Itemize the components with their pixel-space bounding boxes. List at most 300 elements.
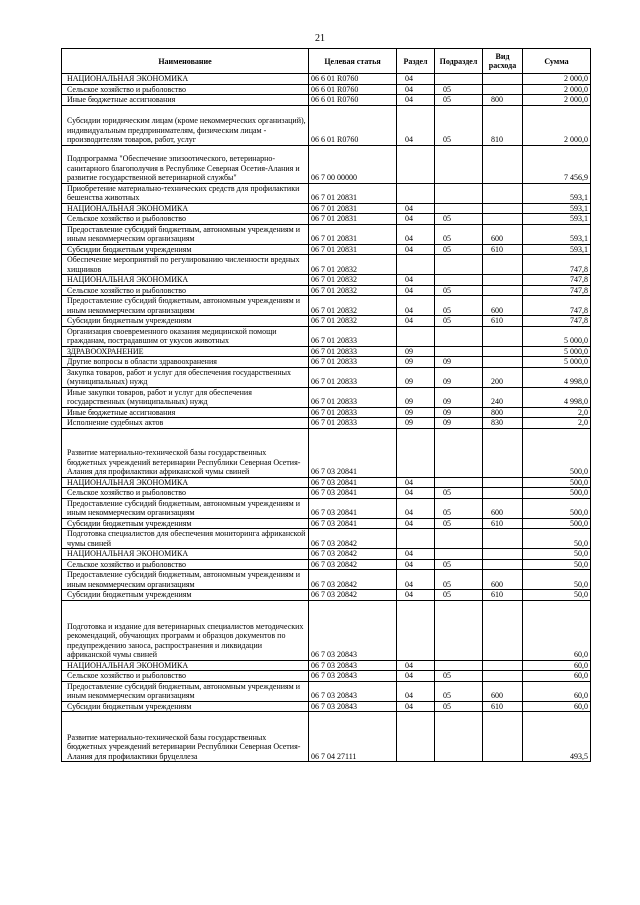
row-name: Субсидии бюджетным учреждениям (67, 316, 192, 326)
row-subsection-cell (435, 428, 483, 477)
row-name: Иные бюджетные ассигнования (67, 407, 176, 417)
row-name-cell (62, 549, 309, 560)
row-expense-type-cell (483, 74, 523, 85)
row-subsection: 09 (443, 418, 451, 428)
row-sum: 2 000,0 (564, 95, 588, 105)
row-target-code-cell (309, 74, 397, 85)
row-section-cell (397, 214, 435, 225)
table-row (62, 559, 591, 570)
row-target-code: 06 7 03 20842 (311, 538, 357, 548)
row-sum-cell (523, 590, 591, 601)
row-expense-type: 830 (491, 418, 503, 428)
row-subsection-cell (435, 488, 483, 499)
row-section-cell (397, 145, 435, 183)
row-name: Иные бюджетные ассигнования (67, 95, 176, 105)
row-target-code: 06 7 03 20843 (311, 650, 357, 660)
row-subsection-cell (435, 203, 483, 214)
row-name: Иные закупки товаров, работ и услуг для обеспечения государственных (муниципальных) нужд (67, 387, 252, 407)
row-section: 04 (405, 508, 413, 518)
row-section-cell (397, 518, 435, 529)
table-row (62, 418, 591, 429)
row-target-code: 06 7 03 20843 (311, 691, 357, 701)
row-sum: 2 000,0 (564, 135, 588, 145)
row-subsection: 05 (443, 590, 451, 600)
row-name: НАЦИОНАЛЬНАЯ ЭКОНОМИКА (67, 549, 189, 559)
row-name: Подпрограмма "Обеспечение эпизоотического, ветеринарно-санитарного благополучия в Республике Северная Осетия-Алания и развитие государственной ветеринарной службы" (67, 154, 300, 183)
row-section: 04 (405, 579, 413, 589)
row-section-cell (397, 95, 435, 106)
row-name: Предоставление субсидий бюджетным, автономным учреждениям и иным некоммерческим организациям (67, 681, 301, 701)
row-target-code: 06 7 01 20831 (311, 234, 357, 244)
row-expense-type-cell (483, 570, 523, 590)
row-target-code: 06 7 01 20832 (311, 264, 357, 274)
table-row (62, 316, 591, 327)
row-name: Сельское хозяйство и рыболовство (67, 559, 187, 569)
row-target-code-cell (309, 477, 397, 488)
row-sum: 50,0 (574, 579, 588, 589)
page-number: 21 (315, 33, 325, 44)
row-target-code-cell (309, 518, 397, 529)
row-subsection: 05 (443, 518, 451, 528)
row-name-cell (62, 498, 309, 518)
table-row (62, 387, 591, 407)
row-name: НАЦИОНАЛЬНАЯ ЭКОНОМИКА (67, 660, 189, 670)
row-sum-cell (523, 275, 591, 286)
row-sum: 747,8 (570, 316, 588, 326)
row-subsection-cell (435, 346, 483, 357)
row-target-code-cell (309, 671, 397, 682)
row-subsection-cell (435, 224, 483, 244)
row-expense-type: 800 (491, 407, 503, 417)
row-target-code-cell (309, 549, 397, 560)
row-target-code-cell (309, 367, 397, 387)
table-row (62, 95, 591, 106)
row-section: 04 (405, 477, 413, 487)
row-target-code: 06 7 01 20833 (311, 346, 357, 356)
row-subsection-cell (435, 701, 483, 712)
row-subsection-cell (435, 275, 483, 286)
row-sum: 500,0 (570, 518, 588, 528)
row-section-cell (397, 367, 435, 387)
row-section-cell (397, 559, 435, 570)
row-section: 04 (405, 214, 413, 224)
row-section-cell (397, 285, 435, 296)
row-name-cell (62, 712, 309, 762)
row-subsection-cell (435, 570, 483, 590)
header-subsection: Подраздел (435, 49, 483, 74)
row-section: 09 (405, 397, 413, 407)
row-subsection: 05 (443, 488, 451, 498)
header-sum: Сумма (523, 49, 591, 74)
table-row (62, 367, 591, 387)
row-sum-cell (523, 518, 591, 529)
row-sum-cell (523, 418, 591, 429)
row-subsection-cell (435, 477, 483, 488)
row-sum-cell (523, 84, 591, 95)
row-sum: 593,1 (570, 203, 588, 213)
row-target-code-cell (309, 275, 397, 286)
row-target-code: 06 7 03 20841 (311, 518, 357, 528)
row-name: Организация своевременного оказания медицинской помощи гражданам, пострадавшим от укусов животных (67, 326, 277, 346)
row-section-cell (397, 488, 435, 499)
row-section: 04 (405, 234, 413, 244)
table-row (62, 326, 591, 346)
row-subsection: 05 (443, 508, 451, 518)
table-row (62, 590, 591, 601)
row-target-code: 06 7 01 20832 (311, 275, 357, 285)
row-expense-type: 600 (491, 508, 503, 518)
row-target-code: 06 7 03 20841 (311, 488, 357, 498)
row-target-code: 06 6 01 R0760 (311, 135, 359, 145)
row-subsection-cell (435, 418, 483, 429)
row-section-cell (397, 418, 435, 429)
row-name-cell (62, 357, 309, 368)
row-target-code-cell (309, 590, 397, 601)
row-sum: 60,0 (574, 660, 588, 670)
row-subsection: 05 (443, 671, 451, 681)
row-subsection-cell (435, 285, 483, 296)
row-sum: 747,8 (570, 275, 588, 285)
row-sum: 50,0 (574, 549, 588, 559)
row-sum-cell (523, 357, 591, 368)
table-row (62, 84, 591, 95)
row-expense-type-cell (483, 418, 523, 429)
row-target-code-cell (309, 529, 397, 549)
row-name: Сельское хозяйство и рыболовство (67, 488, 187, 498)
row-target-code: 06 7 03 20841 (311, 508, 357, 518)
row-expense-type-cell (483, 357, 523, 368)
row-target-code-cell (309, 570, 397, 590)
row-expense-type-cell (483, 387, 523, 407)
row-section: 04 (405, 559, 413, 569)
row-section-cell (397, 74, 435, 85)
table-row (62, 498, 591, 518)
row-name-cell (62, 407, 309, 418)
row-target-code-cell (309, 681, 397, 701)
table-header-row (62, 49, 591, 74)
row-section-cell (397, 357, 435, 368)
row-expense-type-cell (483, 671, 523, 682)
row-expense-type-cell (483, 681, 523, 701)
row-name: Предоставление субсидий бюджетным, автономным учреждениям и иным некоммерческим организациям (67, 498, 301, 518)
row-target-code: 06 7 03 20843 (311, 671, 357, 681)
row-section: 09 (405, 357, 413, 367)
row-target-code-cell (309, 660, 397, 671)
row-subsection-cell (435, 681, 483, 701)
row-target-code: 06 7 03 20841 (311, 477, 357, 487)
row-name: Субсидии бюджетным учреждениям (67, 244, 192, 254)
row-section-cell (397, 296, 435, 316)
row-section: 04 (405, 95, 413, 105)
row-subsection-cell (435, 671, 483, 682)
row-expense-type-cell (483, 244, 523, 255)
row-name: Другие вопросы в области здравоохранения (67, 357, 217, 367)
row-section-cell (397, 498, 435, 518)
row-target-code-cell (309, 326, 397, 346)
row-expense-type: 810 (491, 135, 503, 145)
row-expense-type-cell (483, 529, 523, 549)
row-expense-type: 600 (491, 234, 503, 244)
row-name: Развитие материально-технической базы государственных бюджетных учреждений ветеринарии Республики Северная Осетия-Алания для профилактики африканской чумы свиней (67, 448, 301, 477)
row-sum-cell (523, 296, 591, 316)
row-sum: 500,0 (570, 477, 588, 487)
row-sum: 500,0 (570, 508, 588, 518)
row-expense-type-cell (483, 600, 523, 660)
table-row (62, 357, 591, 368)
row-section-cell (397, 346, 435, 357)
row-section-cell (397, 387, 435, 407)
row-section: 04 (405, 285, 413, 295)
row-section-cell (397, 105, 435, 145)
row-subsection: 05 (443, 579, 451, 589)
row-name: Сельское хозяйство и рыболовство (67, 671, 187, 681)
row-expense-type-cell (483, 712, 523, 762)
row-subsection: 05 (443, 135, 451, 145)
table-row (62, 488, 591, 499)
row-sum: 60,0 (574, 671, 588, 681)
row-target-code: 06 7 01 20831 (311, 214, 357, 224)
row-subsection: 05 (443, 84, 451, 94)
row-subsection: 05 (443, 559, 451, 569)
row-expense-type-cell (483, 203, 523, 214)
row-target-code: 06 7 01 20833 (311, 407, 357, 417)
row-sum-cell (523, 326, 591, 346)
row-target-code: 06 7 01 20831 (311, 244, 357, 254)
row-target-code-cell (309, 224, 397, 244)
row-target-code-cell (309, 418, 397, 429)
row-name: ЗДРАВООХРАНЕНИЕ (67, 346, 144, 356)
row-section-cell (397, 570, 435, 590)
row-name: НАЦИОНАЛЬНАЯ ЭКОНОМИКА (67, 477, 189, 487)
row-sum-cell (523, 407, 591, 418)
row-name-cell (62, 559, 309, 570)
row-target-code: 06 7 03 20843 (311, 660, 357, 670)
table-row (62, 407, 591, 418)
row-sum-cell (523, 95, 591, 106)
row-name: Предоставление субсидий бюджетным, автономным учреждениям и иным некоммерческим организациям (67, 570, 301, 589)
row-expense-type-cell (483, 428, 523, 477)
table-row (62, 428, 591, 477)
row-sum: 747,8 (570, 305, 588, 315)
row-expense-type-cell (483, 255, 523, 275)
row-expense-type-cell (483, 285, 523, 296)
row-name: Предоставление субсидий бюджетным, автономным учреждениям и иным некоммерческим организациям (67, 296, 301, 315)
table-row (62, 570, 591, 590)
row-target-code-cell (309, 145, 397, 183)
row-subsection: 09 (443, 377, 451, 387)
row-sum: 500,0 (570, 488, 588, 498)
table-row (62, 145, 591, 183)
row-name: НАЦИОНАЛЬНАЯ ЭКОНОМИКА (67, 275, 189, 285)
row-name-cell (62, 529, 309, 549)
row-sum-cell (523, 74, 591, 85)
row-name-cell (62, 105, 309, 145)
row-target-code-cell (309, 214, 397, 225)
row-subsection-cell (435, 105, 483, 145)
table-row (62, 285, 591, 296)
table-row (62, 214, 591, 225)
row-sum-cell (523, 488, 591, 499)
row-name: Субсидии бюджетным учреждениям (67, 518, 192, 528)
row-name-cell (62, 296, 309, 316)
row-expense-type-cell (483, 224, 523, 244)
row-expense-type: 240 (491, 397, 503, 407)
row-subsection-cell (435, 296, 483, 316)
row-target-code: 06 6 01 R0760 (311, 74, 359, 84)
row-subsection-cell (435, 84, 483, 95)
row-target-code: 06 7 03 20842 (311, 559, 357, 569)
row-subsection-cell (435, 712, 483, 762)
row-section-cell (397, 660, 435, 671)
row-expense-type-cell (483, 275, 523, 286)
row-target-code: 06 7 04 27111 (311, 751, 357, 761)
row-sum: 60,0 (574, 691, 588, 701)
row-target-code-cell (309, 498, 397, 518)
row-sum: 5 000,0 (564, 346, 588, 356)
row-target-code-cell (309, 407, 397, 418)
row-target-code: 06 7 03 20842 (311, 549, 357, 559)
header-expense-type: Вид расхода (483, 49, 523, 74)
row-section-cell (397, 316, 435, 327)
row-target-code-cell (309, 712, 397, 762)
row-sum: 7 456,9 (564, 173, 588, 183)
row-target-code: 06 6 01 R0760 (311, 95, 359, 105)
row-sum: 2 000,0 (564, 74, 588, 84)
row-target-code: 06 7 01 20832 (311, 305, 357, 315)
row-sum-cell (523, 660, 591, 671)
row-subsection: 05 (443, 285, 451, 295)
row-name: Подготовка специалистов для обеспечения мониторинга африканской чумы свиней (67, 529, 306, 548)
row-section-cell (397, 326, 435, 346)
row-subsection-cell (435, 255, 483, 275)
row-sum: 5 000,0 (564, 336, 588, 346)
row-target-code: 06 7 01 20833 (311, 357, 357, 367)
row-subsection: 09 (443, 407, 451, 417)
table-row (62, 671, 591, 682)
row-expense-type-cell (483, 367, 523, 387)
table-row (62, 477, 591, 488)
row-section-cell (397, 681, 435, 701)
table-row (62, 255, 591, 275)
row-name-cell (62, 285, 309, 296)
row-name: Обеспечение мероприятий по регулированию численности вредных хищников (67, 255, 300, 274)
row-section-cell (397, 712, 435, 762)
row-target-code-cell (309, 387, 397, 407)
row-name-cell (62, 600, 309, 660)
row-subsection-cell (435, 518, 483, 529)
row-section: 04 (405, 316, 413, 326)
table-row (62, 203, 591, 214)
row-section: 04 (405, 671, 413, 681)
row-expense-type: 610 (491, 244, 503, 254)
row-expense-type-cell (483, 316, 523, 327)
row-sum: 50,0 (574, 559, 588, 569)
row-section: 04 (405, 244, 413, 254)
row-target-code-cell (309, 95, 397, 106)
row-expense-type-cell (483, 95, 523, 106)
row-name: Сельское хозяйство и рыболовство (67, 84, 187, 94)
row-expense-type-cell (483, 518, 523, 529)
row-name-cell (62, 518, 309, 529)
row-section-cell (397, 244, 435, 255)
row-expense-type: 610 (491, 590, 503, 600)
row-subsection: 05 (443, 214, 451, 224)
row-sum: 593,1 (570, 193, 588, 203)
row-name-cell (62, 244, 309, 255)
row-sum: 747,8 (570, 264, 588, 274)
row-expense-type-cell (483, 183, 523, 203)
row-target-code-cell (309, 84, 397, 95)
row-name: Субсидии юридическим лицам (кроме некоммерческих организаций), индивидуальным предпринимателям, физическим лицам - производителям товаров, работ, услуг (67, 116, 306, 145)
row-target-code-cell (309, 255, 397, 275)
row-expense-type-cell (483, 105, 523, 145)
row-name: Сельское хозяйство и рыболовство (67, 285, 187, 295)
row-sum: 500,0 (570, 467, 588, 477)
row-sum: 593,1 (570, 234, 588, 244)
row-sum-cell (523, 285, 591, 296)
table-row (62, 183, 591, 203)
row-sum-cell (523, 428, 591, 477)
row-target-code-cell (309, 346, 397, 357)
row-section-cell (397, 590, 435, 601)
row-target-code-cell (309, 428, 397, 477)
row-section-cell (397, 600, 435, 660)
row-expense-type: 600 (491, 305, 503, 315)
row-sum-cell (523, 701, 591, 712)
row-subsection-cell (435, 95, 483, 106)
row-expense-type: 800 (491, 95, 503, 105)
row-target-code: 06 7 00 00000 (311, 173, 357, 183)
table-row (62, 518, 591, 529)
row-section-cell (397, 529, 435, 549)
row-section: 04 (405, 549, 413, 559)
row-expense-type: 600 (491, 579, 503, 589)
row-name-cell (62, 326, 309, 346)
row-name-cell (62, 488, 309, 499)
row-expense-type-cell (483, 326, 523, 346)
row-subsection-cell (435, 357, 483, 368)
row-sum: 4 998,0 (564, 397, 588, 407)
row-subsection-cell (435, 559, 483, 570)
row-subsection-cell (435, 549, 483, 560)
row-section: 04 (405, 275, 413, 285)
row-sum-cell (523, 346, 591, 357)
row-section: 04 (405, 590, 413, 600)
row-subsection: 05 (443, 316, 451, 326)
row-name-cell (62, 570, 309, 590)
row-subsection: 05 (443, 305, 451, 315)
row-name: Сельское хозяйство и рыболовство (67, 214, 187, 224)
row-name-cell (62, 316, 309, 327)
budget-table (61, 48, 591, 762)
row-name-cell (62, 145, 309, 183)
row-name: Исполнение судебных актов (67, 418, 164, 428)
row-section: 04 (405, 74, 413, 84)
table-row (62, 296, 591, 316)
row-expense-type: 610 (491, 518, 503, 528)
row-subsection: 05 (443, 95, 451, 105)
row-name-cell (62, 214, 309, 225)
row-subsection: 09 (443, 397, 451, 407)
row-sum-cell (523, 387, 591, 407)
row-section: 04 (405, 518, 413, 528)
table-row (62, 549, 591, 560)
row-target-code: 06 7 01 20832 (311, 316, 357, 326)
row-name: Приобретение материально-технических средств для профилактики бешенства животных (67, 183, 300, 203)
row-target-code: 06 7 01 20831 (311, 203, 357, 213)
row-section-cell (397, 407, 435, 418)
row-sum-cell (523, 183, 591, 203)
